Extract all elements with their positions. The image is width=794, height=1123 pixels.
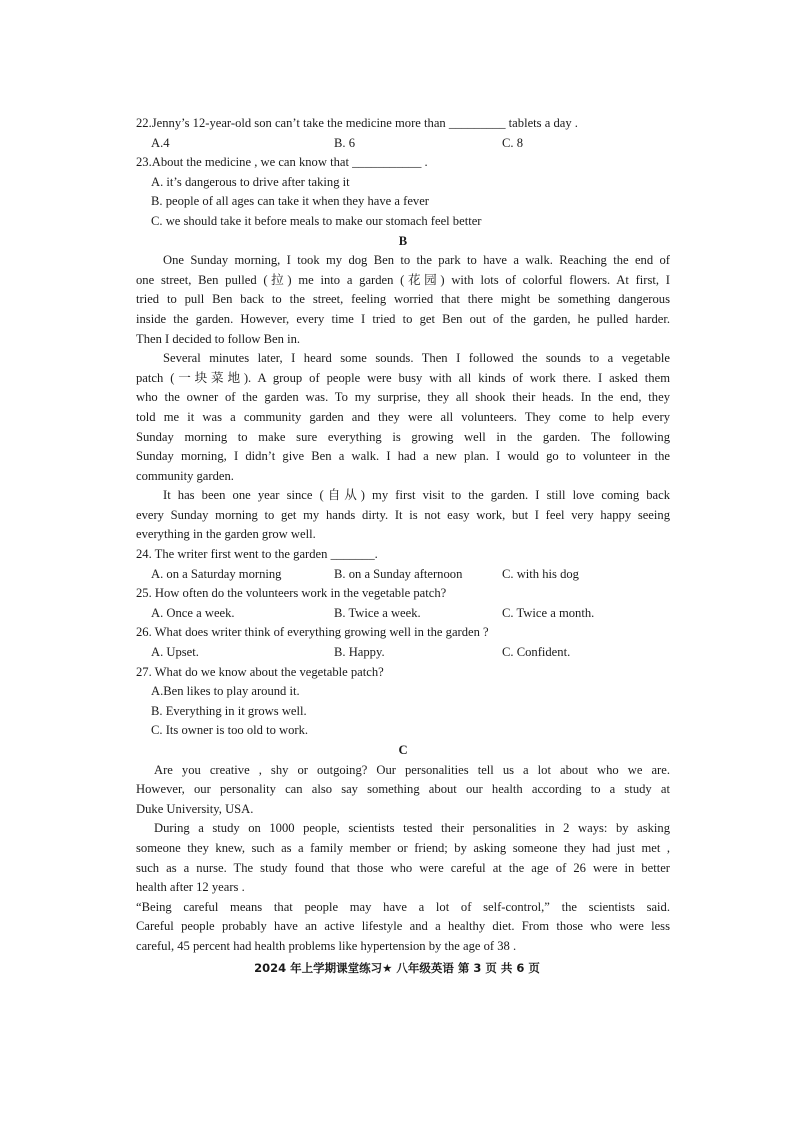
q23-option-c: C. we should take it before meals to make our stomach feel better bbox=[151, 213, 482, 228]
text-line: Sunday morning to make sure everything is growing well in the garden. The following bbox=[136, 429, 670, 444]
q26-option-a: A. Upset. bbox=[151, 645, 199, 660]
text-line: However, our personality can also say something about our health according to a study at bbox=[136, 782, 670, 797]
q25-option-c: C. Twice a month. bbox=[502, 605, 595, 620]
q25-options bbox=[136, 604, 670, 624]
passage-b-paragraph-2 bbox=[136, 349, 670, 486]
text-line: health after 12 years . bbox=[136, 880, 245, 895]
q27-option-b: B. Everything in it grows well. bbox=[151, 703, 307, 718]
text-line: such as a nurse. The study found that those who were careful at the age of 26 were in better bbox=[136, 860, 670, 875]
text-line: careful, 45 percent had health problems like hypertension by the age of 38 . bbox=[136, 938, 517, 953]
q23-option-b: B. people of all ages can take it when they have a fever bbox=[151, 194, 429, 209]
q24-stem: 24. The writer first went to the garden _______. bbox=[136, 547, 378, 562]
q24-option-c: C. with his dog bbox=[502, 566, 579, 581]
page-footer: 2024 年上学期课堂练习★ 八年级英语 第 3 页 共 6 页 bbox=[254, 961, 540, 975]
passage-b-heading: B bbox=[398, 233, 408, 248]
q22-option-a: A.4 bbox=[151, 135, 170, 150]
q23-option-a: A. it’s dangerous to drive after taking it bbox=[151, 174, 350, 189]
text-line: who the owner of the garden was. To my surprise, they all shook their heads. In the end, they bbox=[136, 390, 670, 405]
text-line: One Sunday morning, I took my dog Ben to the park to have a walk. Reaching the end of bbox=[163, 253, 670, 268]
q25-option-b: B. Twice a week. bbox=[334, 605, 421, 620]
q25-stem: 25. How often do the volunteers work in the vegetable patch? bbox=[136, 586, 447, 601]
q22-options bbox=[136, 134, 670, 154]
text-line: Sunday morning, I didn’t give Ben a walk. I had a new plan. I would go to volunteer in the bbox=[136, 449, 670, 464]
q25-option-a: A. Once a week. bbox=[151, 605, 235, 620]
text-line: patch (一块菜地). A group of people were busy with all kinds of work there. I asked them bbox=[136, 370, 670, 385]
text-line: someone they knew, such as a family member or friend; by asking someone they had just met , bbox=[136, 840, 670, 855]
q24-option-a: A. on a Saturday morning bbox=[151, 566, 282, 581]
q22-stem: 22.Jenny’s 12-year-old son can’t take the medicine more than _________ tablets a day . bbox=[136, 116, 578, 130]
q26-option-c: C. Confident. bbox=[502, 645, 571, 660]
text-line: tried to pull Ben back to the street, feeling worried that there might be something dangerous bbox=[136, 292, 670, 307]
page-content bbox=[136, 114, 670, 957]
text-line: one street, Ben pulled (拉) me into a garden (花园) with lots of colorful flowers. At first, I bbox=[136, 272, 670, 287]
text-line: Then I decided to follow Ben in. bbox=[136, 331, 301, 346]
text-line: everything in the garden grow well. bbox=[136, 527, 316, 542]
q23-stem: 23.About the medicine , we can know that ___________ . bbox=[136, 155, 428, 170]
text-line: Are you creative , shy or outgoing? Our personalities tell us a lot about who we are. bbox=[154, 762, 670, 777]
passage-c-heading: C bbox=[398, 743, 408, 757]
q24-options bbox=[136, 565, 670, 585]
q26-options bbox=[136, 643, 670, 663]
text-line: During a study on 1000 people, scientists tested their personalities in 2 ways: by asking bbox=[154, 821, 670, 836]
passage-b-paragraph-3 bbox=[136, 486, 670, 545]
q27-option-a: A.Ben likes to play around it. bbox=[151, 684, 300, 699]
text-line: Careful people probably have an active lifestyle and a healthy diet. From those who were less bbox=[136, 919, 670, 934]
q26-stem: 26. What does writer think of everything growing well in the garden ? bbox=[136, 625, 489, 640]
q24-option-b: B. on a Sunday afternoon bbox=[334, 566, 463, 581]
text-line: every Sunday morning to get my hands dirty. It is not easy work, but I feel very happy seeing bbox=[136, 507, 670, 522]
q27-stem: 27. What do we know about the vegetable patch? bbox=[136, 664, 384, 679]
text-line: Several minutes later, I heard some sounds. Then I followed the sounds to a vegetable bbox=[163, 351, 670, 366]
passage-c-paragraph-1 bbox=[136, 761, 670, 820]
passage-c-paragraph-2 bbox=[136, 819, 670, 897]
q27-option-c: C. Its owner is too old to work. bbox=[151, 723, 309, 738]
text-line: “Being careful means that people may have a lot of self-control,” the scientists said. bbox=[136, 899, 670, 914]
passage-c-paragraph-3 bbox=[136, 898, 670, 957]
passage-b-paragraph-1 bbox=[136, 251, 670, 349]
text-line: community garden. bbox=[136, 468, 234, 483]
q22-option-c: C. 8 bbox=[502, 135, 523, 150]
text-line: told me it was a community garden and they were all volunteers. They come to help every bbox=[136, 409, 670, 424]
text-line: It has been one year since (自从) my first visit to the garden. I still love coming back bbox=[163, 488, 670, 503]
q22-option-b: B. 6 bbox=[334, 135, 355, 150]
text-line: inside the garden. However, every time I tried to get Ben out of the garden, he pulled harder. bbox=[136, 311, 670, 326]
q26-option-b: B. Happy. bbox=[334, 645, 385, 660]
text-line: Duke University, USA. bbox=[136, 801, 254, 816]
